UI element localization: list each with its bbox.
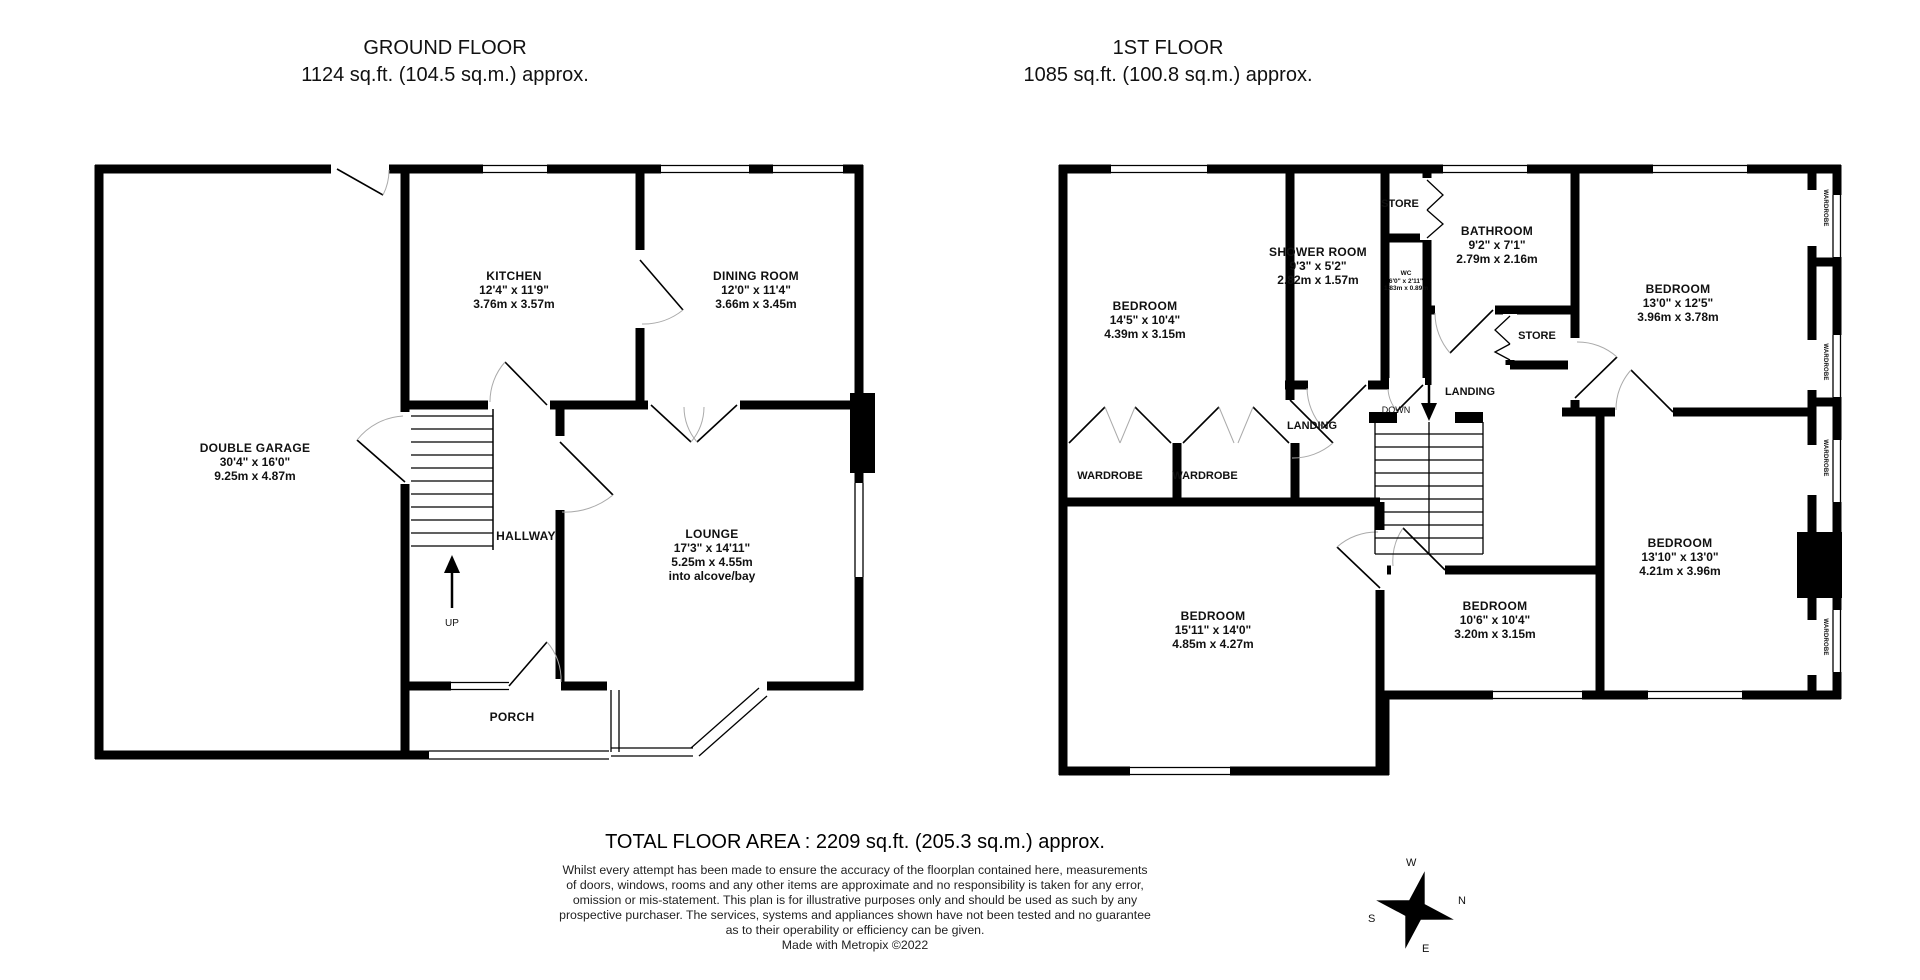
first-floor-title-text: 1ST FLOOR [1112, 37, 1224, 59]
disclaimer-line: as to their operability or efficiency can be given. [725, 923, 985, 937]
disclaimer-credit: Made with Metropix ©2022 [781, 938, 929, 952]
room-label-bedroom-1: BEDROOM 14'5" x 10'4" 4.39m x 3.15m [1104, 299, 1186, 341]
room-label-dining-room: DINING ROOM 12'0" x 11'4" 3.66m x 3.45m [713, 269, 799, 311]
total-floor-area: TOTAL FLOOR AREA : 2209 sq.ft. (205.3 sq.m.) approx. [605, 831, 1105, 853]
ground-floor-title-text: GROUND FLOOR [363, 37, 527, 59]
first-floor-plan-drawing [1055, 150, 1845, 780]
compass-west-label: W [1406, 857, 1417, 869]
ground-floor-plan [85, 150, 875, 770]
bifold-door-icon [1427, 180, 1510, 360]
compass-north-label: N [1458, 895, 1466, 907]
door-arc [1105, 313, 1631, 566]
door-icon [337, 169, 737, 686]
store-right-label: STORE [1518, 330, 1556, 342]
room-label-wc: WC 6'0" x 2'11" 1.83m x 0.89m [1383, 269, 1429, 292]
room-label-double-garage: DOUBLE GARAGE 30'4" x 16'0" 9.25m x 4.87m [199, 441, 311, 483]
room-label-bedroom-2: BEDROOM 13'0" x 12'5" 3.96m x 3.78m [1637, 282, 1719, 324]
wardrobe-right-label: WARDROBE [1172, 470, 1238, 482]
first-floor-title [868, 35, 1468, 89]
wardrobe-closet-label-1: WARDROBE [1822, 189, 1828, 227]
disclaimer-line: of doors, windows, rooms and any other items are approximate and no responsibility is taken for any error, [566, 878, 1144, 892]
stairs-up [411, 409, 493, 608]
room-label-bedroom-3: BEDROOM 15'11" x 14'0" 4.85m x 4.27m [1172, 609, 1254, 651]
footer [455, 831, 1255, 953]
chimney-breast [1797, 532, 1842, 598]
stairs-up-label: UP [445, 618, 459, 629]
stairs-down-label: DOWN [1381, 405, 1411, 415]
chimney-breast [850, 393, 875, 473]
landing-left-label: LANDING [1286, 420, 1338, 432]
ground-floor-title [145, 35, 745, 89]
compass-star-icon [1367, 862, 1464, 959]
disclaimer-line: Whilst every attempt has been made to ensure the accuracy of the floorplan contained here, measurements [562, 863, 1148, 877]
room-label-lounge: LOUNGE 17'3" x 14'11" 5.25m x 4.55m into alcove/bay [668, 527, 756, 583]
up-arrow-head-icon [444, 555, 460, 573]
wardrobe-closet-label-4: WARDROBE [1822, 618, 1828, 656]
disclaimer [455, 863, 1255, 953]
door-icon [1069, 310, 1673, 588]
room-label-kitchen: KITCHEN 12'4" x 11'9" 3.76m x 3.57m [473, 269, 555, 311]
landing-right-label: LANDING [1444, 386, 1496, 398]
wardrobe-left-label: WARDROBE [1077, 470, 1143, 482]
compass-south-label: S [1368, 913, 1376, 925]
ground-floor-area-text: 1124 sq.ft. (104.5 sq.m.) approx. [301, 64, 589, 86]
room-label-hallway: HALLWAY [496, 529, 556, 543]
room-label-bedroom-5: BEDROOM 13'10" x 13'0" 4.21m x 3.96m [1639, 536, 1721, 578]
wardrobe-closet-label-2: WARDROBE [1822, 343, 1828, 381]
compass-east-label: E [1422, 943, 1430, 955]
room-label-shower-room: SHOWER ROOM 9'3" x 5'2" 2.82m x 1.57m [1269, 245, 1367, 287]
store-top-label: STORE [1381, 198, 1419, 210]
first-floor-area-text: 1085 sq.ft. (100.8 sq.m.) approx. [1023, 64, 1313, 86]
down-arrow-head-icon [1421, 403, 1437, 421]
wardrobe-closet-label-3: WARDROBE [1822, 439, 1828, 477]
disclaimer-line: prospective purchaser. The services, systems and appliances shown have not been tested and no guarantee [559, 908, 1151, 922]
room-label-bathroom: BATHROOM 9'2" x 7'1" 2.79m x 2.16m [1456, 224, 1538, 266]
room-label-porch: PORCH [489, 710, 535, 724]
room-label-bedroom-4: BEDROOM 10'6" x 10'4" 3.20m x 3.15m [1454, 599, 1536, 641]
first-floor-plan [1055, 150, 1845, 780]
compass-rose [1340, 840, 1490, 975]
wall-openings [331, 162, 866, 693]
disclaimer-line: omission or mis-statement. This plan is for illustrative purposes only and should be used as such by any [572, 893, 1138, 907]
